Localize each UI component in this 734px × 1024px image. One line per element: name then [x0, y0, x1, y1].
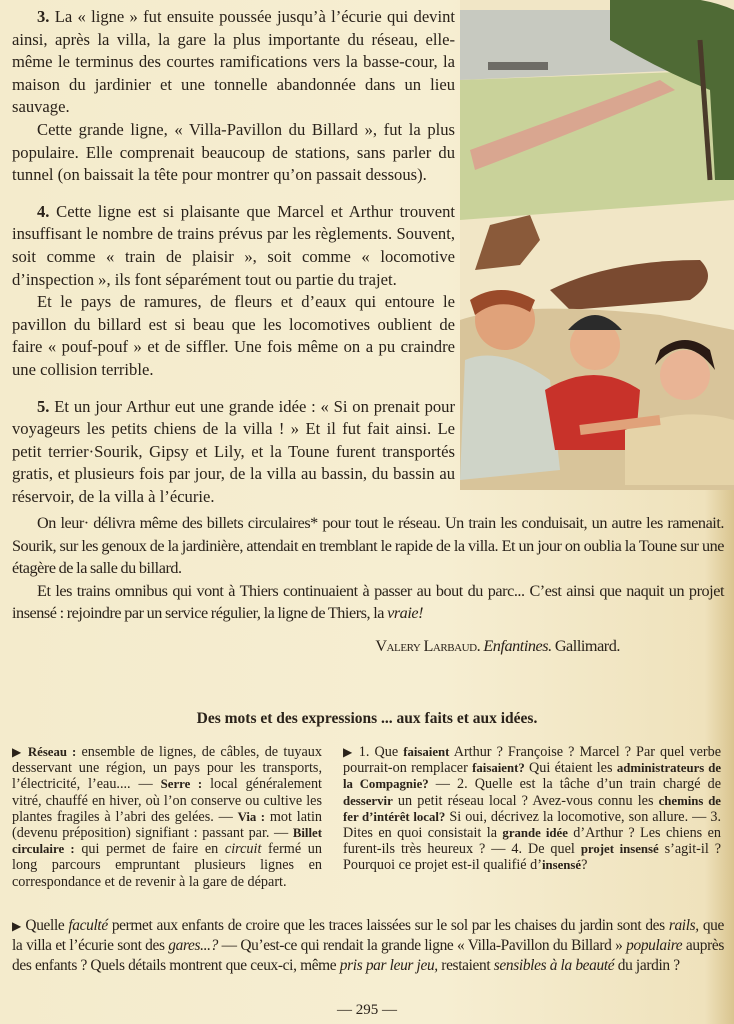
paragraph-text: Cette ligne est si plaisante que Marcel et Arthur trouvent insuffisant le nombre de trains prévus par les règlements. Souvent, soit comme « train de plaisir », soit comme « locomotive d’inspection », ils font séparément tout ou partie du trajet. — [12, 201, 455, 289]
text: auprès des enfants ? Quels détails montrent que ceux-ci, même — [12, 937, 724, 974]
key-word: administrateurs de la Compagnie? — [343, 761, 722, 792]
text: du jardin ? — [614, 957, 680, 974]
text: que la villa et l’écurie sont des — [12, 917, 724, 954]
glossary — [12, 744, 322, 890]
page-number: — 295 — — [337, 1002, 397, 1018]
key-word: faisaient — [403, 745, 450, 759]
text: un petit réseau local ? Avez-vous connu les — [392, 792, 659, 809]
emphasis: pris par leur jeu, — [339, 957, 438, 974]
glossary-column — [12, 744, 322, 890]
questions-column — [343, 744, 721, 874]
text: ? — [581, 857, 588, 874]
paragraph-text: La « ligne » fut ensuite poussée jusqu’à l’écurie qui devint ainsi, après la villa, la gare la plus importante du réseau, elle-même le terminus des courtes ramifications vers la basse-cour, la maison du jardinier et une tonnelle abandonnée dans un lieu sauvage. — [12, 7, 455, 117]
key-word: insensé — [541, 858, 582, 873]
term: Via : — [237, 809, 266, 824]
paragraph-text: Et les trains omnibus qui vont à Thiers continuaient à passer au bout du parc... C’est ainsi que naquit un projet insensé : rejoindre par un service régulier, la ligne de Thiers, la — [12, 581, 724, 622]
definition: mot latin (devenu préposition) signifiant : passant par. — — [12, 808, 323, 842]
text: s’agit-il ? Pourquoi ce projet est-il qualifié d’ — [343, 841, 721, 874]
text: Quelle — [21, 917, 69, 934]
final-question-text — [12, 916, 724, 976]
train-icon — [488, 62, 548, 70]
section-number: 5. — [37, 396, 50, 416]
key-word: projet insensé — [580, 842, 659, 857]
key-word: chemins de fer d’intérêt local? — [343, 793, 721, 824]
paragraph-7 — [12, 580, 724, 625]
publisher: Gallimard. — [554, 636, 620, 655]
illustration-children-with-dogs — [460, 0, 734, 490]
final-question — [12, 916, 724, 976]
term: Billet circulaire : — [12, 826, 322, 857]
triangle-bullet-icon: ▶ — [343, 745, 354, 759]
term: Serre : — [160, 777, 203, 792]
key-word: desservir — [343, 793, 393, 808]
text: Si oui, décrivez la locomotive, son allure. — 3. Dites en quoi consistait la — [343, 808, 722, 842]
definition: local généralement vitré, chauffé en hiver, où l’on conserve ou cultive les plantes fragiles à l’abri des gelées. — — [12, 776, 322, 825]
text: permet aux enfants de croire que les traces laissées sur le sol par les chaises du jardin sont des — [107, 917, 669, 934]
emphasis: sensibles à la beauté — [493, 957, 615, 974]
story-full-width — [12, 512, 724, 657]
story-text-column — [12, 6, 455, 508]
emphasis: faculté — [68, 917, 108, 934]
term: Réseau : — [22, 745, 77, 759]
paragraph-6: On leur· délivra même des billets circulaires* pour tout le réseau. Un train les conduisait, un autre les ramenait. Sourik, sur les genoux de la jardinière, attendait en tremblant le rapide de la villa. Et un jour on oublia la Toune sur une étagère de la salle du billard. — [12, 514, 724, 577]
work-title: Enfantines. — [483, 636, 552, 655]
text: — Qu’est-ce qui rendait la grande ligne « Villa-Pavillon du Billard » — [218, 937, 627, 954]
questions — [343, 744, 721, 874]
triangle-bullet-icon: ▶ — [12, 745, 23, 759]
text: restaient — [437, 957, 494, 974]
text: Qui étaient les — [524, 760, 617, 777]
definition: fermé un long parcours empruntant plusieurs lignes en correspondance et de revenir à la gare de départ. — [12, 841, 322, 890]
text: 1. Que — [353, 744, 404, 760]
triangle-bullet-icon: ▶ — [12, 919, 22, 933]
author: Valery Larbaud. — [375, 636, 481, 655]
paragraph-text: Et un jour Arthur eut une grande idée : « Si on prenait pour voyageurs les petits chiens de la villa ! » Et il fut fait ainsi. Le petit terrier·Sourik, Gipsy et Lily, et la Toune furent transportés gratis, et plusieurs fois par jour, de la villa au bassin, du bassin au réservoir, de la villa à l’écurie. — [12, 396, 455, 506]
section-number: 3. — [37, 7, 50, 26]
section-title: Des mots et des expressions ... aux faits et aux idées. — [196, 710, 538, 727]
signature — [12, 635, 724, 658]
text: Arthur ? Françoise ? Marcel ? Par quel verbe pourrait-on remplacer — [343, 744, 722, 777]
paragraph-3b: Cette grande ligne, « Villa-Pavillon du Billard », fut la plus populaire. Elle comprenait beaucoup de stations, sans parler du tunnel (on baissait la tête pour montrer qu’on passait dessous). — [12, 119, 455, 185]
definition: qui permet de faire en — [74, 841, 225, 858]
emphasis: gares...? — [168, 937, 218, 954]
emphasis: populaire — [626, 937, 683, 954]
emphasis: vraie! — [387, 604, 424, 622]
section-number: 4. — [37, 201, 50, 221]
paragraph-5 — [12, 396, 455, 509]
text: d’Arthur ? Les chiens en furent-ils très heureux ? — 4. De quel — [343, 825, 721, 858]
emphasis: rails, — [668, 917, 699, 934]
paragraph-4b: Et le pays de ramures, de fleurs et d’eaux qui entoure le pavillon du billard est si beau que les locomotives oublient de faire « pouf-pouf » et de siffler. Une fois même on a pu craindre une collision terrible. — [12, 292, 455, 379]
text: — 2. Quelle est la tâche d’un train chargé de — [428, 776, 721, 793]
emphasis: circuit — [224, 841, 262, 858]
definition: ensemble de lignes, de câbles, de tuyaux desservant une région, un pays pour les transports, l’électricité, l’eau.... — — [12, 744, 322, 793]
key-word: grande idée — [502, 826, 568, 841]
paragraph-3 — [12, 6, 455, 119]
key-word: faisaient? — [472, 761, 525, 776]
paragraph-4 — [12, 201, 455, 291]
